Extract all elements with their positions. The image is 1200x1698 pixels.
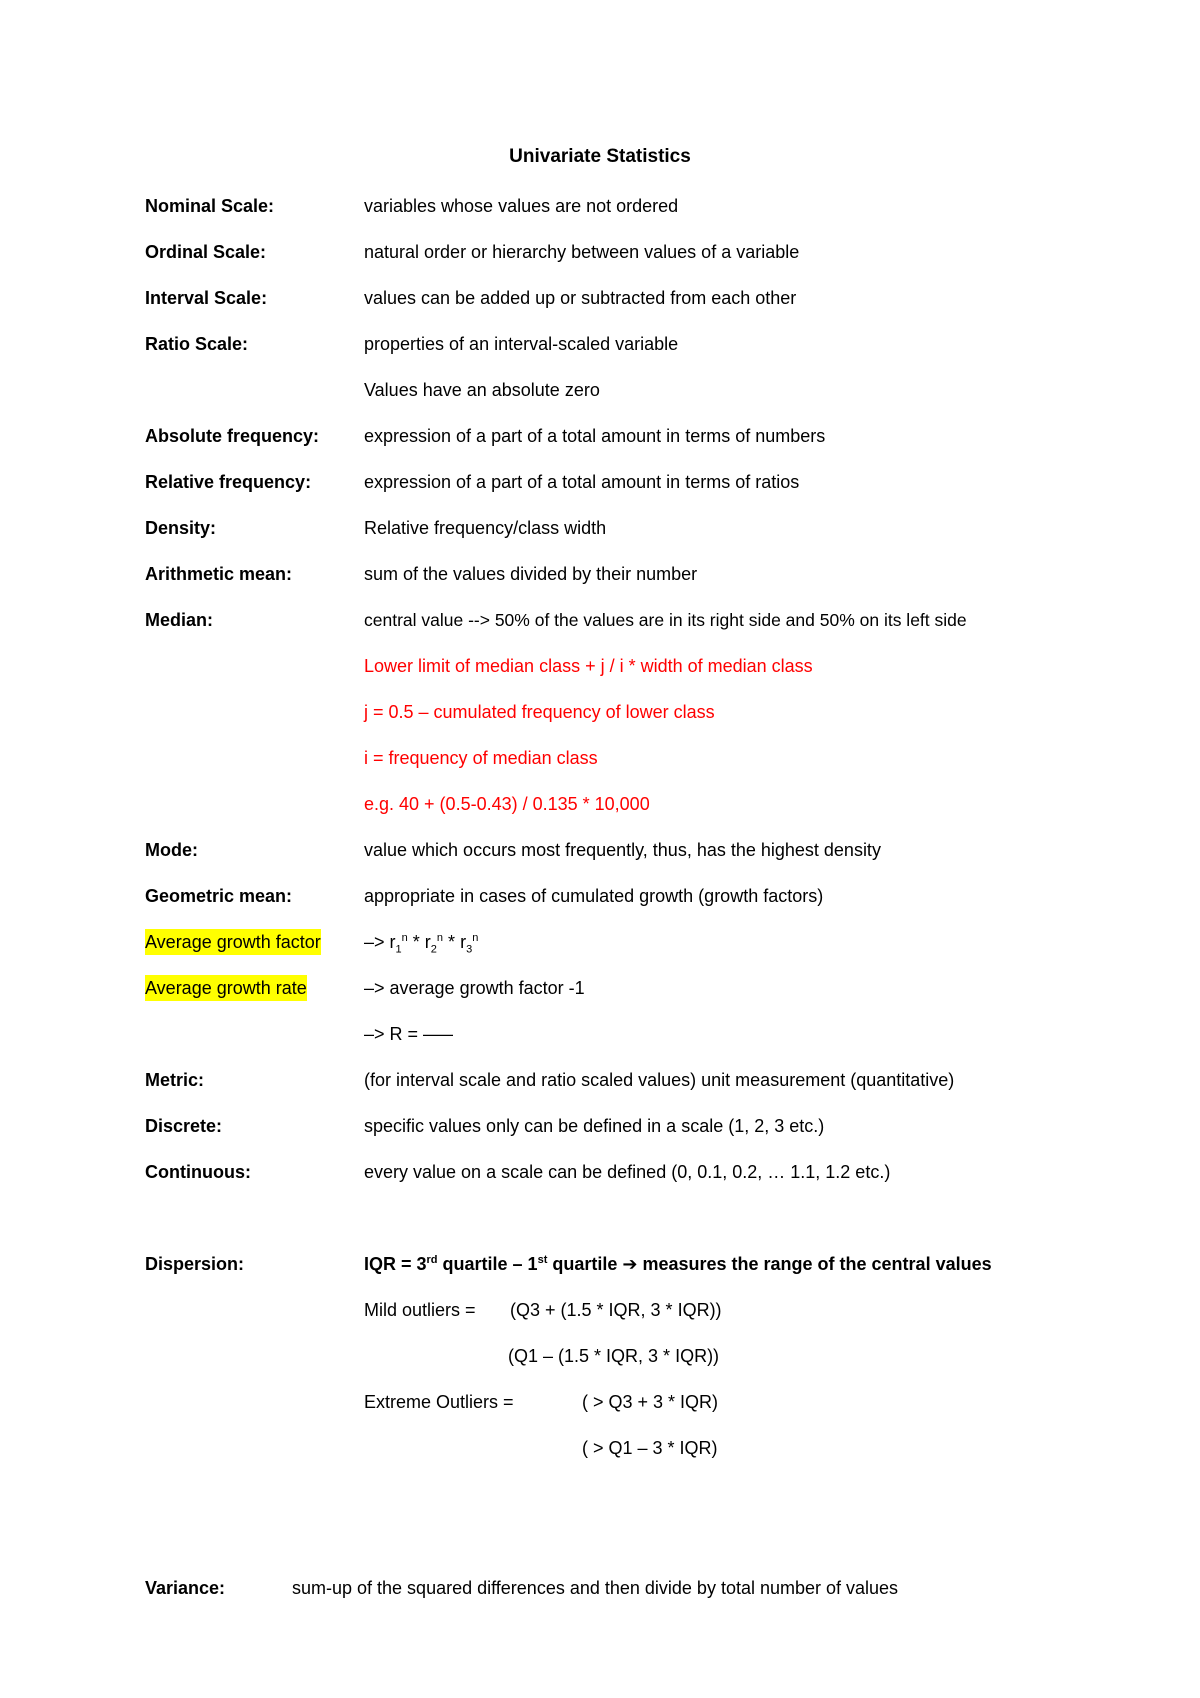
- mild-outliers-upper: (Q3 + (1.5 * IQR, 3 * IQR)): [510, 1300, 722, 1320]
- definition-row: [0, 1067, 1200, 1093]
- variance-row: [0, 1575, 1200, 1601]
- definition-text: variables whose values are not ordered: [364, 196, 679, 216]
- extreme-outliers-upper: ( > Q3 + 3 * IQR): [582, 1392, 719, 1412]
- definition-text: expression of a part of a total amount in terms of ratios: [364, 472, 800, 492]
- term-label: Ordinal Scale:: [145, 242, 267, 262]
- definition-row: [0, 607, 1200, 633]
- definition-text: Values have an absolute zero: [364, 380, 600, 400]
- term-label: Arithmetic mean:: [145, 564, 293, 584]
- median-example: e.g. 40 + (0.5-0.43) / 0.135 * 10,000: [364, 794, 650, 814]
- mild-outliers-lower: (Q1 – (1.5 * IQR, 3 * IQR)): [508, 1346, 720, 1366]
- term-label: Continuous:: [145, 1162, 251, 1182]
- median-note-row: [0, 653, 1200, 679]
- term-label: Variance:: [145, 1578, 226, 1598]
- definition-text: (for interval scale and ratio scaled values) unit measurement (quantitative): [364, 1070, 955, 1090]
- definition-row: [0, 423, 1200, 449]
- page-title: Univariate Statistics: [509, 146, 691, 167]
- highlighted-term: Average growth factor: [145, 929, 321, 955]
- term-label: Discrete:: [145, 1116, 223, 1136]
- definition-text: every value on a scale can be defined (0, 0.1, 0.2, … 1.1, 1.2 etc.): [364, 1162, 891, 1182]
- definition-row: [0, 469, 1200, 495]
- definition-row: [0, 1159, 1200, 1185]
- mild-outliers-row: [0, 1343, 1200, 1369]
- definition-text: specific values only can be defined in a scale (1, 2, 3 etc.): [364, 1116, 825, 1136]
- definition-row: [0, 285, 1200, 311]
- definition-row: [0, 239, 1200, 265]
- mild-outliers-row: [0, 1297, 1200, 1323]
- growth-rate-row: [0, 975, 1200, 1001]
- definition-row: [0, 377, 1200, 403]
- definition-row: [0, 1113, 1200, 1139]
- term-label: Nominal Scale:: [145, 196, 275, 216]
- median-note-row: [0, 699, 1200, 725]
- growth-rate-formula: –> average growth factor -1: [364, 978, 585, 998]
- definition-text: value which occurs most frequently, thus, has the highest density: [364, 840, 881, 860]
- dispersion-row: [0, 1251, 1200, 1277]
- variance-definition: sum-up of the squared differences and then divide by total number of values: [292, 1578, 899, 1598]
- extreme-outliers-row: [0, 1389, 1200, 1415]
- mild-outliers-label: Mild outliers =: [364, 1300, 476, 1320]
- term-label: Median:: [145, 610, 214, 630]
- definition-row: [0, 561, 1200, 587]
- right-arrow-icon: ➔: [622, 1254, 638, 1274]
- definition-text: expression of a part of a total amount in terms of numbers: [364, 426, 826, 446]
- median-j-note: j = 0.5 – cumulated frequency of lower class: [364, 702, 715, 722]
- term-label: Dispersion:: [145, 1254, 245, 1274]
- term-label: Ratio Scale:: [145, 334, 249, 354]
- iqr-formula: IQR = 3rd quartile – 1st quartile ➔ measures the range of the central values: [364, 1254, 992, 1274]
- definition-row: [0, 331, 1200, 357]
- term-label: Interval Scale:: [145, 288, 268, 308]
- growth-factor-row: [0, 929, 1200, 955]
- growth-factor-formula: –> $r_1^n * r_2^n * r_3^n$: [364, 932, 479, 956]
- term-label: Mode:: [145, 840, 198, 860]
- median-note-row: [0, 791, 1200, 817]
- growth-r-formula: –> R = –––: [364, 1024, 454, 1044]
- definition-text: sum of the values divided by their number: [364, 564, 698, 584]
- definition-text: appropriate in cases of cumulated growth (growth factors): [364, 886, 824, 906]
- extreme-outliers-lower: ( > Q1 – 3 * IQR): [582, 1438, 718, 1458]
- definition-text: central value --> 50% of the values are in its right side and 50% on its left side: [364, 610, 967, 630]
- term-label: Relative frequency:: [145, 472, 312, 492]
- definition-text: natural order or hierarchy between values of a variable: [364, 242, 800, 262]
- definition-row: [0, 515, 1200, 541]
- term-label: Geometric mean:: [145, 886, 293, 906]
- term-label: Metric:: [145, 1070, 205, 1090]
- definition-text: properties of an interval-scaled variable: [364, 334, 679, 354]
- definition-text: values can be added up or subtracted from each other: [364, 288, 797, 308]
- highlighted-term: Average growth rate: [145, 975, 307, 1001]
- median-i-note: i = frequency of median class: [364, 748, 598, 768]
- extreme-outliers-label: Extreme Outliers =: [364, 1392, 514, 1412]
- definition-row: [0, 883, 1200, 909]
- term-label: Density:: [145, 518, 217, 538]
- extreme-outliers-row: [0, 1435, 1200, 1461]
- definition-text: Relative frequency/class width: [364, 518, 607, 538]
- median-note-row: [0, 745, 1200, 771]
- definition-row: [0, 837, 1200, 863]
- term-label: Absolute frequency:: [145, 426, 320, 446]
- definition-row: [0, 193, 1200, 219]
- median-formula: Lower limit of median class + j / i * width of median class: [364, 656, 813, 676]
- growth-r-row: [0, 1021, 1200, 1047]
